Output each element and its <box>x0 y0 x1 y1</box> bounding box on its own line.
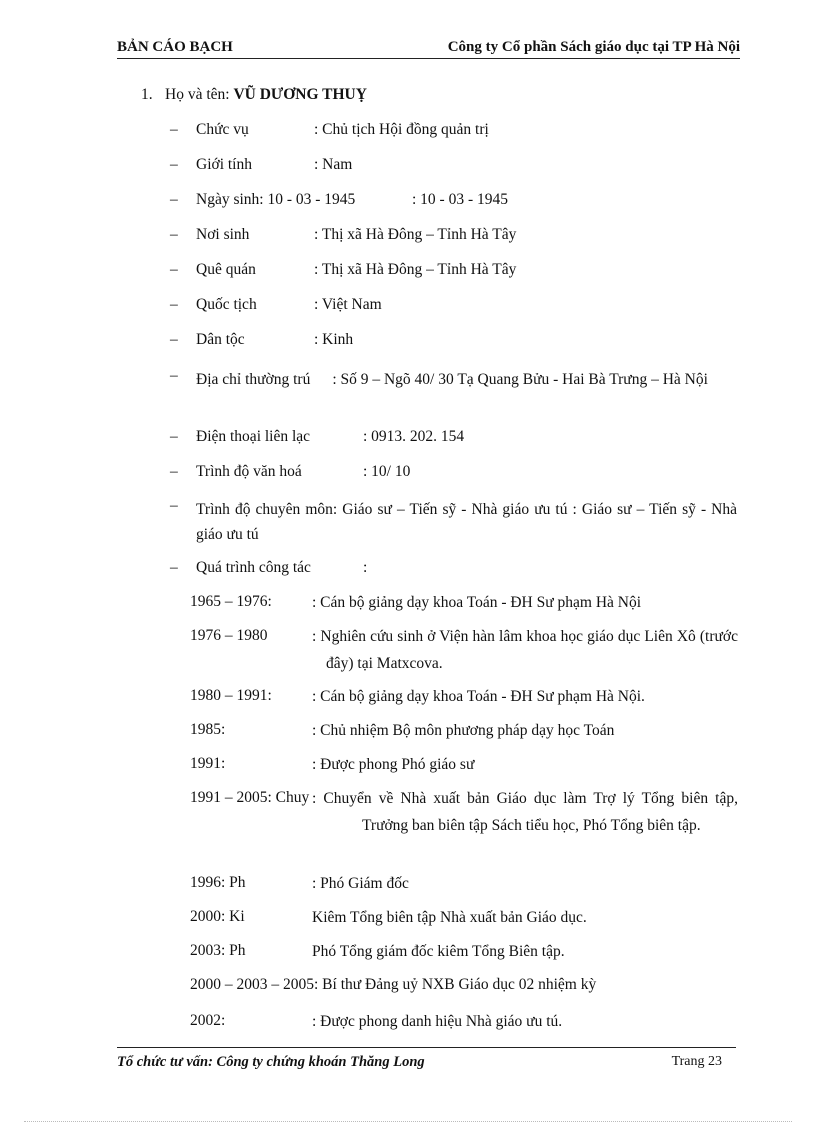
career-description: : Nghiên cứu sinh ở Viện hàn lâm khoa học giáo dục Liên Xô (trước đây) tại Matxcova. <box>312 628 738 672</box>
field-label: Quá trình công tác <box>196 559 311 576</box>
field-label: Nơi sinh <box>196 226 250 243</box>
name-label: Họ và tên: <box>165 86 230 103</box>
career-description: : Được phong danh hiệu Nhà giáo ưu tú. <box>312 1013 563 1030</box>
page-bottom-divider <box>24 1121 792 1122</box>
field-label: Giới tính <box>196 156 252 173</box>
career-period: 1980 – 1991: <box>190 687 272 704</box>
career-period: 2000: Ki <box>190 908 245 925</box>
career-description: : Cán bộ giảng dạy khoa Toán - ĐH Sư phạm Hà Nội. <box>312 688 645 705</box>
field-label: Trình độ chuyên môn: Giáo sư – Tiến sỹ - Nhà giáo ưu tú <box>196 501 568 518</box>
list-dash: – <box>170 428 178 445</box>
field-label: Điện thoại liên lạc <box>196 428 311 445</box>
career-period: 1976 – 1980 <box>190 627 268 644</box>
career-description: Kiêm Tổng biên tập Nhà xuất bản Giáo dục. <box>312 909 587 926</box>
person-name-line <box>165 86 367 104</box>
career-period: 1996: Ph <box>190 874 246 891</box>
field-label: Trình độ văn hoá <box>196 463 302 480</box>
career-description: : Chủ nhiệm Bộ môn phương pháp dạy học Toán <box>312 722 615 739</box>
career-description: Phó Tổng giám đốc kiêm Tổng Biên tập. <box>312 943 565 960</box>
field-value: : 10 - 03 - 1945 <box>412 191 509 208</box>
career-period: 2002: <box>190 1012 226 1029</box>
field-value: : 0913. 202. 154 <box>363 428 465 445</box>
field-value: : Số 9 – Ngõ 40/ 30 Tạ Quang Bửu - Hai Bà Trưng – Hà Nội <box>332 371 708 388</box>
list-dash: – <box>170 296 178 313</box>
person-name: VŨ DƯƠNG THUỴ <box>233 86 367 103</box>
field-value: : Nam <box>314 156 353 173</box>
field-label: Dân tộc <box>196 331 245 348</box>
career-description: : Cán bộ giảng dạy khoa Toán - ĐH Sư phạm Hà Nội <box>312 594 642 611</box>
list-dash: – <box>170 367 178 384</box>
person-number: 1. <box>141 86 153 103</box>
career-period: 1985: <box>190 721 226 738</box>
field-label: Ngày sinh: 10 - 03 - 1945 <box>196 191 356 208</box>
field-wrapped <box>196 367 737 392</box>
field-value: : Kinh <box>314 331 354 348</box>
field-value: : Thị xã Hà Đông – Tỉnh Hà Tây <box>314 261 517 278</box>
header-document-title: BẢN CÁO BẠCH <box>117 39 233 55</box>
list-dash: – <box>170 497 178 514</box>
list-dash: – <box>170 559 178 576</box>
list-dash: – <box>170 463 178 480</box>
career-description: : Được phong Phó giáo sư <box>312 756 475 773</box>
footer-advisor: Tổ chức tư vấn: Công ty chứng khoán Thăng Long <box>117 1054 425 1070</box>
career-period: 2000 – 2003 – 2005: Bí thư Đảng uỷ NXB Giáo dục 02 nhiệm kỳ <box>190 976 597 993</box>
field-wrapped <box>196 497 737 547</box>
field-label: Chức vụ <box>196 121 249 138</box>
list-dash: – <box>170 191 178 208</box>
field-label: Quê quán <box>196 261 256 278</box>
career-period: 1991 – 2005: Chuy <box>190 789 310 806</box>
field-value: : Việt Nam <box>314 296 382 313</box>
field-value: : Giáo sư – Tiến sỹ - Nhà giáo ưu tú <box>196 501 737 543</box>
career-period: 1965 – 1976: <box>190 593 272 610</box>
career-period: 1991: <box>190 755 226 772</box>
career-description: : Phó Giám đốc <box>312 875 409 892</box>
field-value: : <box>363 559 368 576</box>
field-value: : 10/ 10 <box>363 463 411 480</box>
list-dash: – <box>170 331 178 348</box>
list-dash: – <box>170 156 178 173</box>
list-dash: – <box>170 226 178 243</box>
field-value: : Chủ tịch Hội đồng quản trị <box>314 121 489 138</box>
list-dash: – <box>170 121 178 138</box>
page-header <box>117 36 740 59</box>
page-footer <box>117 1047 736 1074</box>
list-dash: – <box>170 261 178 278</box>
page-number: Trang 23 <box>671 1054 722 1069</box>
career-period: 2003: Ph <box>190 942 246 959</box>
field-value: : Thị xã Hà Đông – Tỉnh Hà Tây <box>314 226 517 243</box>
header-company-name: Công ty Cổ phần Sách giáo dục tại TP Hà Nội <box>447 39 740 55</box>
field-label: Địa chỉ thường trú <box>196 371 311 388</box>
career-description: : Chuyển về Nhà xuất bản Giáo dục làm Trợ lý Tổng biên tập, Trưởng ban biên tập Sách tiểu học, Phó Tổng biên tập. <box>312 790 738 834</box>
field-label: Quốc tịch <box>196 296 257 313</box>
